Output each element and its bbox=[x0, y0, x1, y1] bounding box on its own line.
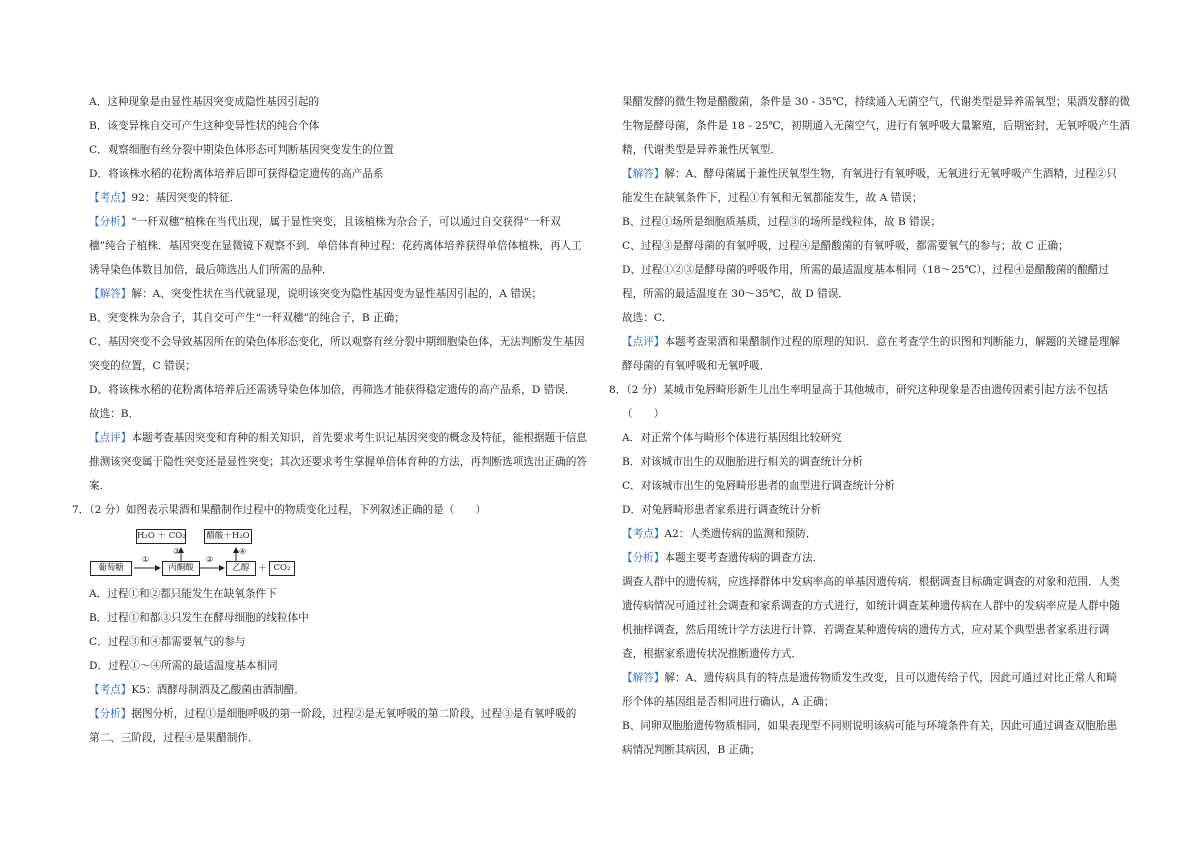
label-step3: ③ bbox=[173, 547, 181, 556]
q6-dianping-line-3: 案． bbox=[89, 480, 111, 492]
label-step1: ① bbox=[142, 555, 150, 564]
q7-fenxi-line-2: 第二、三阶段，过程④是果醋制作． bbox=[89, 732, 259, 744]
jieda-tag: 【解答】 bbox=[622, 168, 665, 180]
q6-jieda bbox=[89, 287, 542, 301]
q7-jieda bbox=[622, 167, 1117, 181]
q6-dianping-line-2: 推测该突变属于隐性突变还是显性突变；其次还要求考生掌握单倍体育种的方法，再判断选项选出正确的答 bbox=[89, 456, 587, 468]
label-step4: ④ bbox=[239, 547, 247, 556]
label-step2: ② bbox=[206, 555, 214, 564]
q8-fenxi-cont-2: 遗传病情况可通过社会调查和家系调查的方式进行，如统计调查某种遗传病在人群中的发病率应是人群中随 bbox=[622, 600, 1120, 612]
q6-jieda-line-5: D、将该株水稻的花粉离体培养后还需诱导染色体加倍，再筛选才能获得稳定遗传的高产品系，D 错误． bbox=[89, 384, 576, 396]
q8-fenxi-cont-3: 机抽样调查，然后用统计学方法进行计算．若调查某种遗传病的遗传方式，应对某个典型患者家系进行调 bbox=[622, 624, 1110, 636]
q7-jieda-line-6: 程，所需的最适温度在 30～35℃，故 D 错误． bbox=[622, 288, 849, 300]
q7-fenxi bbox=[89, 707, 576, 721]
jieda-tag: 【解答】 bbox=[622, 672, 665, 684]
kaodian-tag: 【考点】 bbox=[622, 528, 665, 540]
q7-option-c: C．过程③和④都需要氧气的参与 bbox=[89, 636, 246, 648]
q6-fenxi-line-3: 诱导染色体数目加倍，最后筛选出人们所需的品种． bbox=[89, 264, 333, 276]
diagram-plus: ＋ bbox=[258, 564, 268, 574]
q6-fenxi bbox=[89, 215, 561, 229]
box-pyruvate: 丙酮酸 bbox=[162, 561, 200, 576]
q7-option-a: A．过程①和②都只能发生在缺氧条件下 bbox=[89, 588, 277, 600]
q7-fenxi-cont-2: 生物是酵母菌，条件是 18 - 25℃，初期通入无菌空气，进行有氧呼吸大量繁殖，后期密封，无氧呼吸产生酒 bbox=[622, 120, 1131, 132]
box-acetic-acid: 醋酸＋H₂O bbox=[204, 529, 252, 544]
q6-option-c: C．观察细胞有丝分裂中期染色体形态可判断基因突变发生的位置 bbox=[89, 144, 394, 156]
q8-stem-paren: （ ） bbox=[622, 408, 665, 420]
q8-option-c: C．对该城市出生的兔唇畸形患者的血型进行调查统计分析 bbox=[622, 480, 895, 492]
box-ethanol: 乙醇 bbox=[226, 561, 256, 576]
q6-option-a: A．这种现象是由显性基因突变成隐性基因引起的 bbox=[89, 96, 320, 108]
q7-kaodian bbox=[89, 683, 305, 697]
q8-fenxi-cont-4: 查，根据家系遗传状况推断遗传方式． bbox=[622, 648, 803, 660]
q6-option-b: B．该变异株自交可产生这种变异性状的纯合个体 bbox=[89, 120, 320, 132]
fenxi-tag: 【分析】 bbox=[89, 708, 132, 720]
q6-answer: 故选：B． bbox=[89, 408, 140, 420]
q7-jieda-line-5: D、过程①②③是酵母菌的呼吸作用，所需的最适温度基本相同（18～25℃），过程④是醋酸菌的酿醋过 bbox=[622, 264, 1109, 276]
q8-jieda bbox=[622, 671, 1117, 685]
q6-jieda-line-4: 突变的位置，C 错误； bbox=[89, 360, 196, 372]
q6-fenxi-line-2: 穗”纯合子植株．基因突变在显微镜下观察不到．单倍体育种过程：花药离体培养获得单倍体植株，再人工 bbox=[89, 240, 582, 252]
kaodian-text: 92：基因突变的特征． bbox=[131, 192, 241, 204]
q6-dianping bbox=[89, 431, 587, 445]
q7-dianping bbox=[622, 335, 1120, 349]
q8-option-d: D．对兔唇畸形患者家系进行调查统计分析 bbox=[622, 504, 822, 516]
q6-kaodian bbox=[89, 191, 240, 205]
dianping-tag: 【点评】 bbox=[622, 336, 665, 348]
kaodian-tag: 【考点】 bbox=[89, 192, 132, 204]
fenxi-text: 本题主要考查遗传病的调查方法． bbox=[664, 552, 824, 564]
q7-option-b: B．过程①和都③只发生在酵母细胞的线粒体中 bbox=[89, 612, 309, 624]
q6-option-d: D．将该株水稻的花粉离体培养后即可获得稳定遗传的高产品系 bbox=[89, 168, 384, 180]
fermentation-diagram bbox=[86, 526, 356, 582]
q7-fenxi-cont-1: 果醋发酵的微生物是醋酸菌，条件是 30 - 35℃，持续通入无菌空气，代谢类型是异养需氧型；果酒发酵的微 bbox=[622, 96, 1131, 108]
kaodian-text: K5：酒酵母制酒及乙酸菌由酒制醋． bbox=[131, 684, 305, 696]
q7-option-d: D．过程①～④所需的最适温度基本相同 bbox=[89, 660, 278, 672]
q8-kaodian bbox=[622, 527, 816, 541]
fenxi-tag: 【分析】 bbox=[622, 552, 665, 564]
box-co2: CO₂ bbox=[269, 561, 295, 576]
box-h2o-co2: H₂O ＋ CO₂ bbox=[136, 529, 186, 544]
jieda-line: 解：A、酵母菌属于兼性厌氧型生物，有氧进行有氧呼吸，无氧进行无氧呼吸产生酒精，过程②只 bbox=[664, 168, 1117, 180]
q7-answer: 故选：C． bbox=[622, 312, 673, 324]
q8-stem: 8．（2 分）某城市兔唇畸形新生儿出生率明显高于其他城市，研究这种现象是否由遗传因素引起方法不包括 bbox=[609, 384, 1108, 396]
q8-fenxi bbox=[622, 551, 823, 565]
jieda-line: 解：A、突变性状在当代就显现，说明该突变为隐性基因变为显性基因引起的，A 错误； bbox=[131, 288, 543, 300]
q7-jieda-line-3: B、过程①场所是细胞质基质，过程③的场所是线粒体，故 B 错误； bbox=[622, 216, 941, 228]
q8-option-a: A．对正常个体与畸形个体进行基因组比较研究 bbox=[622, 432, 842, 444]
q7-jieda-line-2: 能发生在缺氧条件下，过程①有氧和无氧都能发生，故 A 错误； bbox=[622, 192, 923, 204]
q8-jieda-line-3: B、同卵双胞胎遗传物质相同，如果表现型不同则说明该病可能与环境条件有关，因此可通过调查双胞胎患 bbox=[622, 720, 1118, 732]
dianping-line: 本题考查果酒和果醋制作过程的原理的知识．意在考查学生的识图和判断能力，解题的关键是理解 bbox=[664, 336, 1120, 348]
kaodian-text: A2：人类遗传病的监测和预防． bbox=[664, 528, 817, 540]
q7-dianping-line-2: 酵母菌的有氧呼吸和无氧呼吸． bbox=[622, 360, 771, 372]
dianping-line: 本题考查基因突变和育种的相关知识，首先要求考生识记基因突变的概念及特征，能根据题干信息 bbox=[131, 432, 587, 444]
jieda-line: 解：A、遗传病具有的特点是遗传物质发生改变，且可以遗传给子代，因此可通过对比正常人和畸 bbox=[664, 672, 1117, 684]
box-glucose: 葡萄糖 bbox=[90, 561, 132, 576]
q8-option-b: B．对该城市出生的双胞胎进行相关的调查统计分析 bbox=[622, 456, 863, 468]
dianping-tag: 【点评】 bbox=[89, 432, 132, 444]
q7-fenxi-cont-3: 精，代谢类型是异养兼性厌氧型． bbox=[622, 144, 781, 156]
q7-stem: 7．（2 分）如图表示果酒和果醋制作过程中的物质变化过程，下列叙述正确的是（ ） bbox=[72, 504, 487, 516]
q6-jieda-line-2: B、突变株为杂合子，其自交可产生“一秆双穗”的纯合子，B 正确； bbox=[89, 312, 405, 324]
q8-jieda-line-2: 形个体的基因组是否相同进行确认，A 正确； bbox=[622, 696, 835, 708]
q7-jieda-line-4: C、过程③是酵母菌的有氧呼吸，过程④是醋酸菌的有氧呼吸，都需要氧气的参与；故 C 正确； bbox=[622, 240, 1069, 252]
kaodian-tag: 【考点】 bbox=[89, 684, 132, 696]
q8-fenxi-cont-1: 调查人群中的遗传病，应选择群体中发病率高的单基因遗传病．根据调查目标确定调查的对象和范围．人类 bbox=[622, 576, 1120, 588]
fenxi-tag: 【分析】 bbox=[89, 216, 132, 228]
fenxi-line: “一秆双穗”植株在当代出现，属于显性突变，且该植株为杂合子，可以通过自交获得“一秆双 bbox=[131, 216, 561, 228]
fenxi-line: 据图分析，过程①是细胞呼吸的第一阶段，过程②是无氧呼吸的第二阶段，过程③是有氧呼吸的 bbox=[131, 708, 577, 720]
jieda-tag: 【解答】 bbox=[89, 288, 132, 300]
q8-jieda-line-4: 病情况判断其病因，B 正确； bbox=[622, 744, 761, 756]
q6-jieda-line-3: C、基因突变不会导致基因所在的染色体形态变化，所以观察有丝分裂中期细胞染色体，无法判断发生基因 bbox=[89, 336, 585, 348]
